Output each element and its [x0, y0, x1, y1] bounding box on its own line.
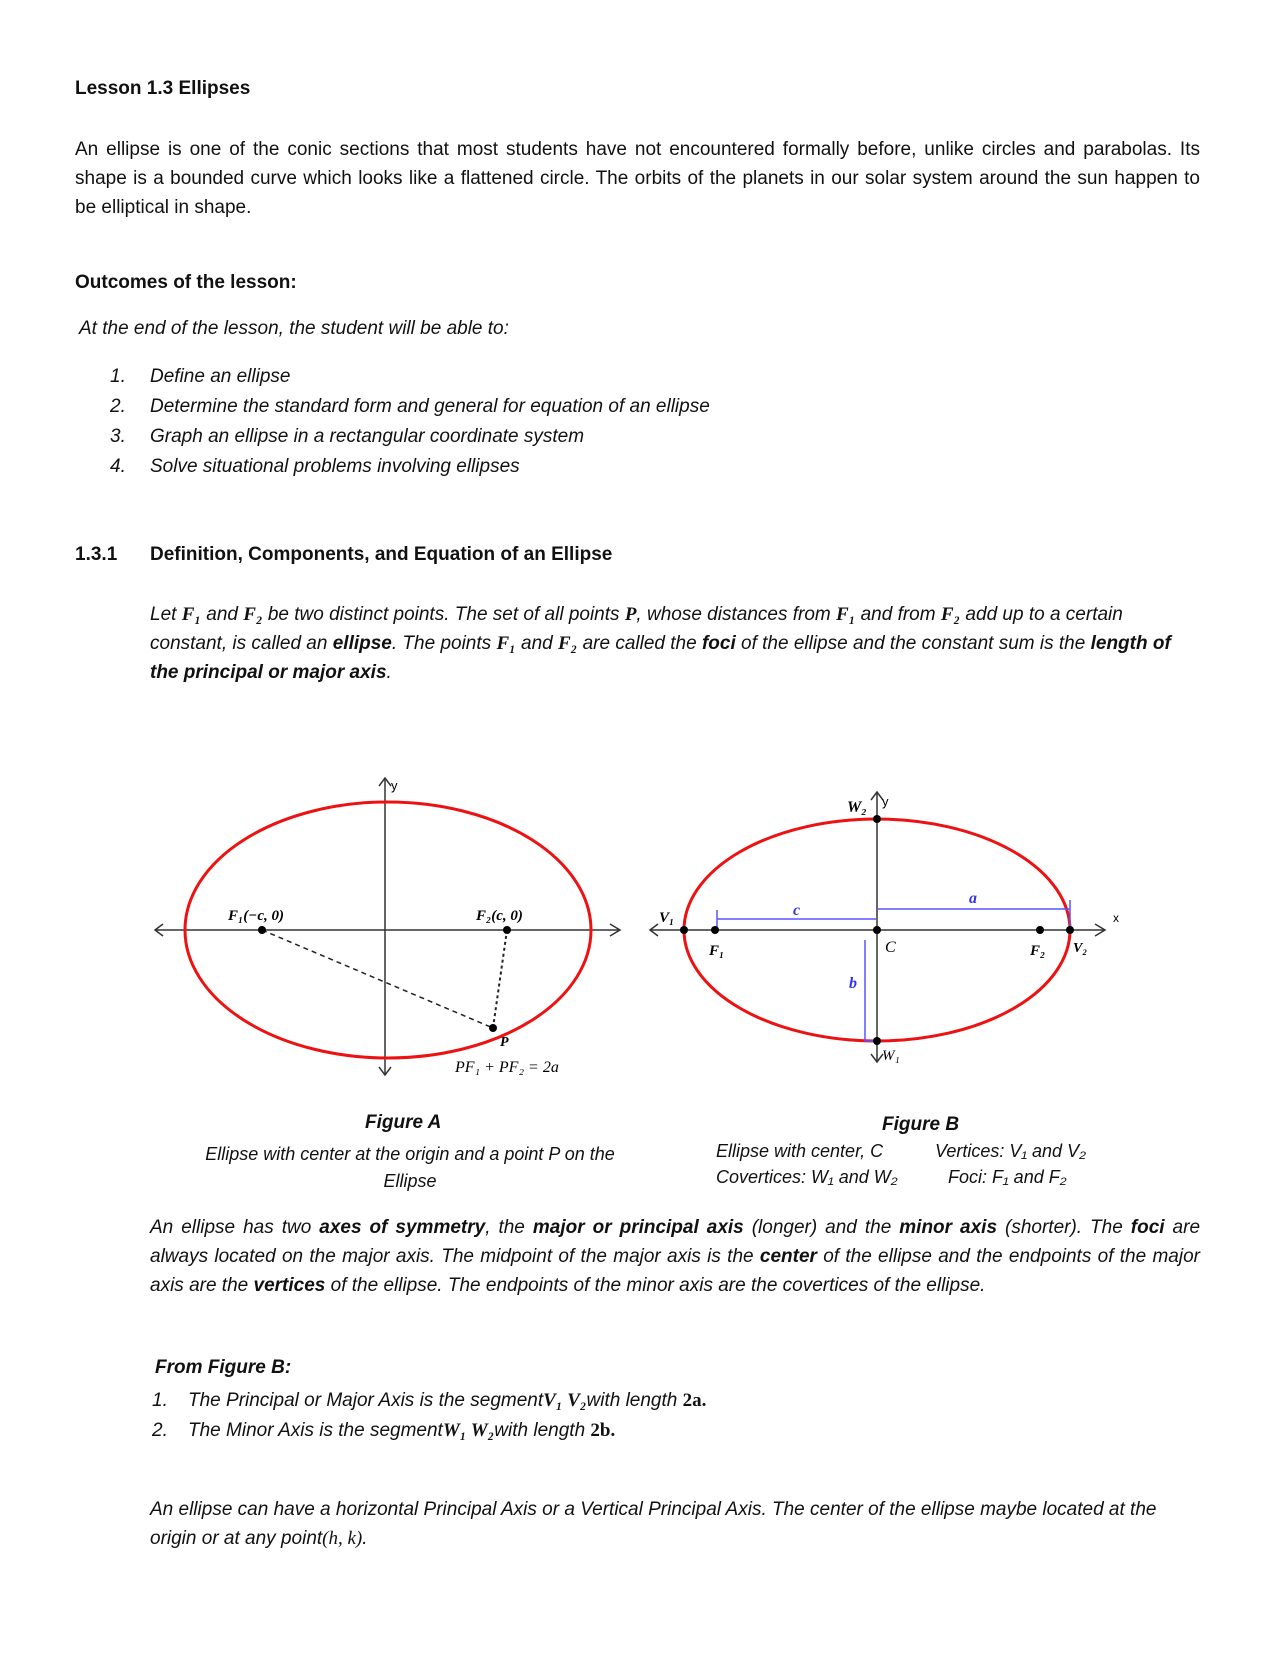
symmetry-paragraph: An ellipse has two axes of symmetry, the major or principal axis (longer) and the minor axis (shorter). The foci are always located on the major axis. The midpoint of the major axis is the center of the ellipse and the endpoints of the major axis are the vertices of the ellipse. The endpoints of the minor axis are the covertices of the ellipse. — [150, 1217, 1201, 1296]
figure-a-caption: Ellipse with center at the origin and a point P on the Ellipse — [205, 1144, 615, 1191]
p-label: P — [500, 1035, 509, 1050]
list-item — [110, 452, 710, 482]
covertex-w2-point — [873, 815, 881, 823]
v1-label: V₁ — [659, 910, 675, 926]
item-text: Define an ellipse — [150, 366, 291, 387]
w2-label: W₂ — [847, 799, 867, 816]
closing-paragraph: An ellipse can have a horizontal Principal Axis or a Vertical Principal Axis. The center of the ellipse maybe located at the origin or at any point(h, k). — [150, 1499, 1157, 1549]
definition-paragraph: Let F₁ and F₂ be two distinct points. The set of all points P, whose distances from F₁ and from F₂ add up to a certain constant, is called an ellipse. The points F₁ and F₂ are called the foci of the ellipse and the constant sum is the length of the principal or major axis. — [150, 604, 1171, 683]
list-item: 2. The Minor Axis is the segment W₁ W₂ with length 2b. — [152, 1420, 616, 1441]
figure-b-caption-foci: Foci: F₁ and F₂ — [948, 1167, 1067, 1187]
center-label: C — [885, 939, 896, 956]
figure-b-caption-vertices: Vertices: V₁ and V₂ — [935, 1141, 1086, 1161]
figure-a-caption-title: Figure A — [365, 1112, 442, 1133]
figure-b-caption-title: Figure B — [882, 1114, 960, 1135]
focus-f2-point — [503, 926, 511, 934]
intro-paragraph: An ellipse is one of the conic sections that most students have not encountered formally before, unlike circles and parabolas. Its shape is a bounded curve which looks like a flattened circle. The orbits of the planets in our solar system around the sun happen to be elliptical in shape. — [75, 139, 1200, 218]
outcomes-list — [110, 362, 710, 482]
w1-label: W₁ — [882, 1048, 900, 1064]
vertex-v2-point — [1066, 926, 1074, 934]
from-figure-b-list — [152, 1386, 706, 1446]
focus-f1-point — [711, 926, 719, 934]
f2-label: F₂(c, 0) — [476, 908, 523, 924]
y-axis-label: y — [391, 778, 398, 793]
list-item: 1. The Principal or Major Axis is the segment V₁ V₂ with length 2a. — [152, 1390, 707, 1411]
section-number: 1.3.1 — [75, 544, 118, 565]
item-number: 1. — [110, 366, 126, 387]
f1-label: F₁ — [709, 943, 725, 959]
outcomes-heading: Outcomes of the lesson: — [75, 272, 297, 293]
x-axis-label: x — [1113, 911, 1119, 925]
list-item — [110, 392, 710, 422]
item-text: Graph an ellipse in a rectangular coordinate system — [150, 426, 585, 447]
lesson-title: Lesson 1.3 Ellipses — [75, 78, 251, 99]
focus-f1-point — [258, 926, 266, 934]
focus-f2-point — [1036, 926, 1044, 934]
section-title: Definition, Components, and Equation of an Ellipse — [150, 544, 613, 565]
item-text: Solve situational problems involving ellipses — [150, 456, 520, 477]
f2-label: F₂ — [1030, 943, 1046, 959]
figure-b-diagram — [635, 770, 1135, 1070]
outcomes-lead: At the end of the lesson, the student will be able to: — [79, 318, 509, 339]
equation-label: PF₁ + PF₂ = 2a — [455, 1059, 559, 1076]
list-item — [110, 362, 710, 392]
item-number: 3. — [110, 426, 126, 447]
list-item — [110, 422, 710, 452]
figure-a-diagram — [150, 770, 630, 1090]
item-number: 2. — [110, 396, 126, 417]
figure-b-caption-covertices: Covertices: W₁ and W₂ — [716, 1167, 898, 1187]
item-number: 4. — [110, 456, 126, 477]
b-label: b — [849, 975, 857, 992]
item-text: Determine the standard form and general for equation of an ellipse — [150, 396, 710, 417]
c-segment-label: c — [793, 902, 801, 919]
a-label: a — [969, 890, 977, 907]
f1-label: F₁(−c, 0) — [228, 908, 284, 924]
covertex-w1-point — [873, 1037, 881, 1045]
figure-b-caption-center: Ellipse with center, C — [716, 1141, 884, 1161]
from-figure-b-heading: From Figure B: — [155, 1357, 292, 1378]
y-axis-label: y — [882, 794, 889, 809]
center-c-point — [873, 926, 881, 934]
vertex-v1-point — [680, 926, 688, 934]
point-p — [489, 1024, 497, 1032]
v2-label: V₂ — [1073, 941, 1088, 956]
